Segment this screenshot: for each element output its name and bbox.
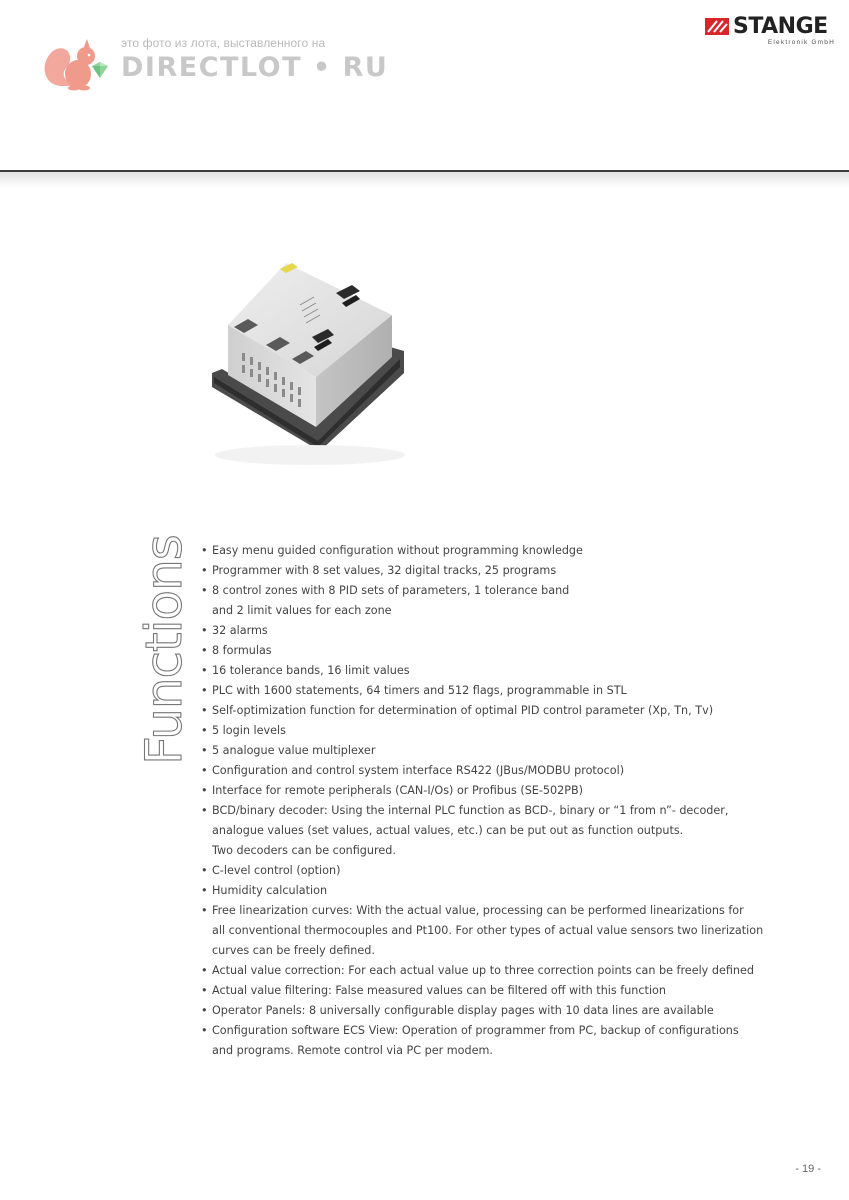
list-item-line: 8 formulas [212, 644, 272, 657]
list-item-line: curves can be freely defined. [212, 944, 375, 957]
squirrel-icon [42, 36, 114, 92]
bullet-icon: • [201, 984, 208, 997]
watermark-caption: это фото из лота, выставленного на [121, 36, 326, 50]
bullet-icon: • [201, 1024, 208, 1037]
list-item-line: Actual value correction: For each actual value up to three correction points can be freely defined [212, 964, 754, 977]
section-heading: Functions [135, 535, 193, 765]
list-item [201, 961, 801, 981]
list-item-line: 5 login levels [212, 724, 286, 737]
list-item [201, 561, 801, 581]
list-item [201, 861, 801, 881]
list-item-line: 8 control zones with 8 PID sets of parameters, 1 tolerance band [212, 584, 570, 597]
company-logo [705, 14, 835, 50]
list-item-line: Configuration and control system interface RS422 (JBus/MODBU protocol) [212, 764, 625, 777]
list-item [201, 581, 801, 621]
list-item-line: Programmer with 8 set values, 32 digital tracks, 25 programs [212, 564, 557, 577]
bullet-icon: • [201, 964, 208, 977]
bullet-icon: • [201, 884, 208, 897]
list-item-line: Self-optimization function for determination of optimal PID control parameter (Xp, Tn, Tv) [212, 704, 714, 717]
product-image [200, 255, 410, 470]
bullet-icon: • [201, 544, 208, 557]
list-item-line: Interface for remote peripherals (CAN-I/Os) or Profibus (SE-502PB) [212, 784, 584, 797]
bullet-icon: • [201, 684, 208, 697]
list-item [201, 801, 801, 861]
watermark [42, 36, 389, 96]
list-item-line: Humidity calculation [212, 884, 328, 897]
list-item-line: Free linearization curves: With the actual value, processing can be performed linearizations for [212, 904, 744, 917]
stange-logo-icon [705, 18, 729, 35]
list-item [201, 981, 801, 1001]
list-item-line: analogue values (set values, actual values, etc.) can be put out as function outputs. [212, 824, 684, 837]
list-item [201, 741, 801, 761]
bullet-icon: • [201, 804, 208, 817]
list-item [201, 781, 801, 801]
list-item [201, 541, 801, 561]
list-item [201, 661, 801, 681]
logo-subtitle: Elektronik GmbH [767, 39, 835, 46]
list-item [201, 901, 801, 961]
list-item-line: Actual value filtering: False measured values can be filtered off with this function [212, 984, 666, 997]
list-item-line: 5 analogue value multiplexer [212, 744, 376, 757]
list-item [201, 1001, 801, 1021]
list-item-line: Configuration software ECS View: Operation of programmer from PC, backup of configurations [212, 1024, 739, 1037]
bullet-icon: • [201, 764, 208, 777]
list-item-line: Easy menu guided configuration without programming knowledge [212, 544, 583, 557]
list-item [201, 1021, 801, 1061]
list-item-line: Operator Panels: 8 universally configurable display pages with 10 data lines are available [212, 1004, 714, 1017]
list-item-line: 16 tolerance bands, 16 limit values [212, 664, 410, 677]
bullet-icon: • [201, 564, 208, 577]
watermark-brand: DIRECTLOT • RU [121, 52, 389, 83]
logo-wordmark: STANGE [733, 14, 828, 39]
bullet-icon: • [201, 624, 208, 637]
bullet-icon: • [201, 644, 208, 657]
list-item-line: and 2 limit values for each zone [212, 604, 392, 617]
list-item-line: all conventional thermocouples and Pt100. For other types of actual value sensors two linerization [212, 924, 764, 937]
bullet-icon: • [201, 664, 208, 677]
bullet-icon: • [201, 724, 208, 737]
page-number: - 19 - [795, 1163, 821, 1175]
feature-list [201, 541, 801, 1061]
list-item [201, 761, 801, 781]
list-item-line: and programs. Remote control via PC per modem. [212, 1044, 493, 1057]
bullet-icon: • [201, 864, 208, 877]
bullet-icon: • [201, 744, 208, 757]
bullet-icon: • [201, 1004, 208, 1017]
bullet-icon: • [201, 584, 208, 597]
bullet-icon: • [201, 904, 208, 917]
list-item-line: C-level control (option) [212, 864, 341, 877]
list-item-line: BCD/binary decoder: Using the internal PLC function as BCD-, binary or “1 from n”- decoder, [212, 804, 729, 817]
list-item-line: PLC with 1600 statements, 64 timers and 512 flags, programmable in STL [212, 684, 627, 697]
header-divider-shadow [0, 172, 849, 188]
bullet-icon: • [201, 784, 208, 797]
list-item [201, 701, 801, 721]
list-item-line: 32 alarms [212, 624, 268, 637]
bullet-icon: • [201, 704, 208, 717]
list-item [201, 681, 801, 701]
list-item [201, 881, 801, 901]
list-item [201, 641, 801, 661]
list-item [201, 621, 801, 641]
list-item [201, 721, 801, 741]
list-item-line: Two decoders can be configured. [212, 844, 396, 857]
